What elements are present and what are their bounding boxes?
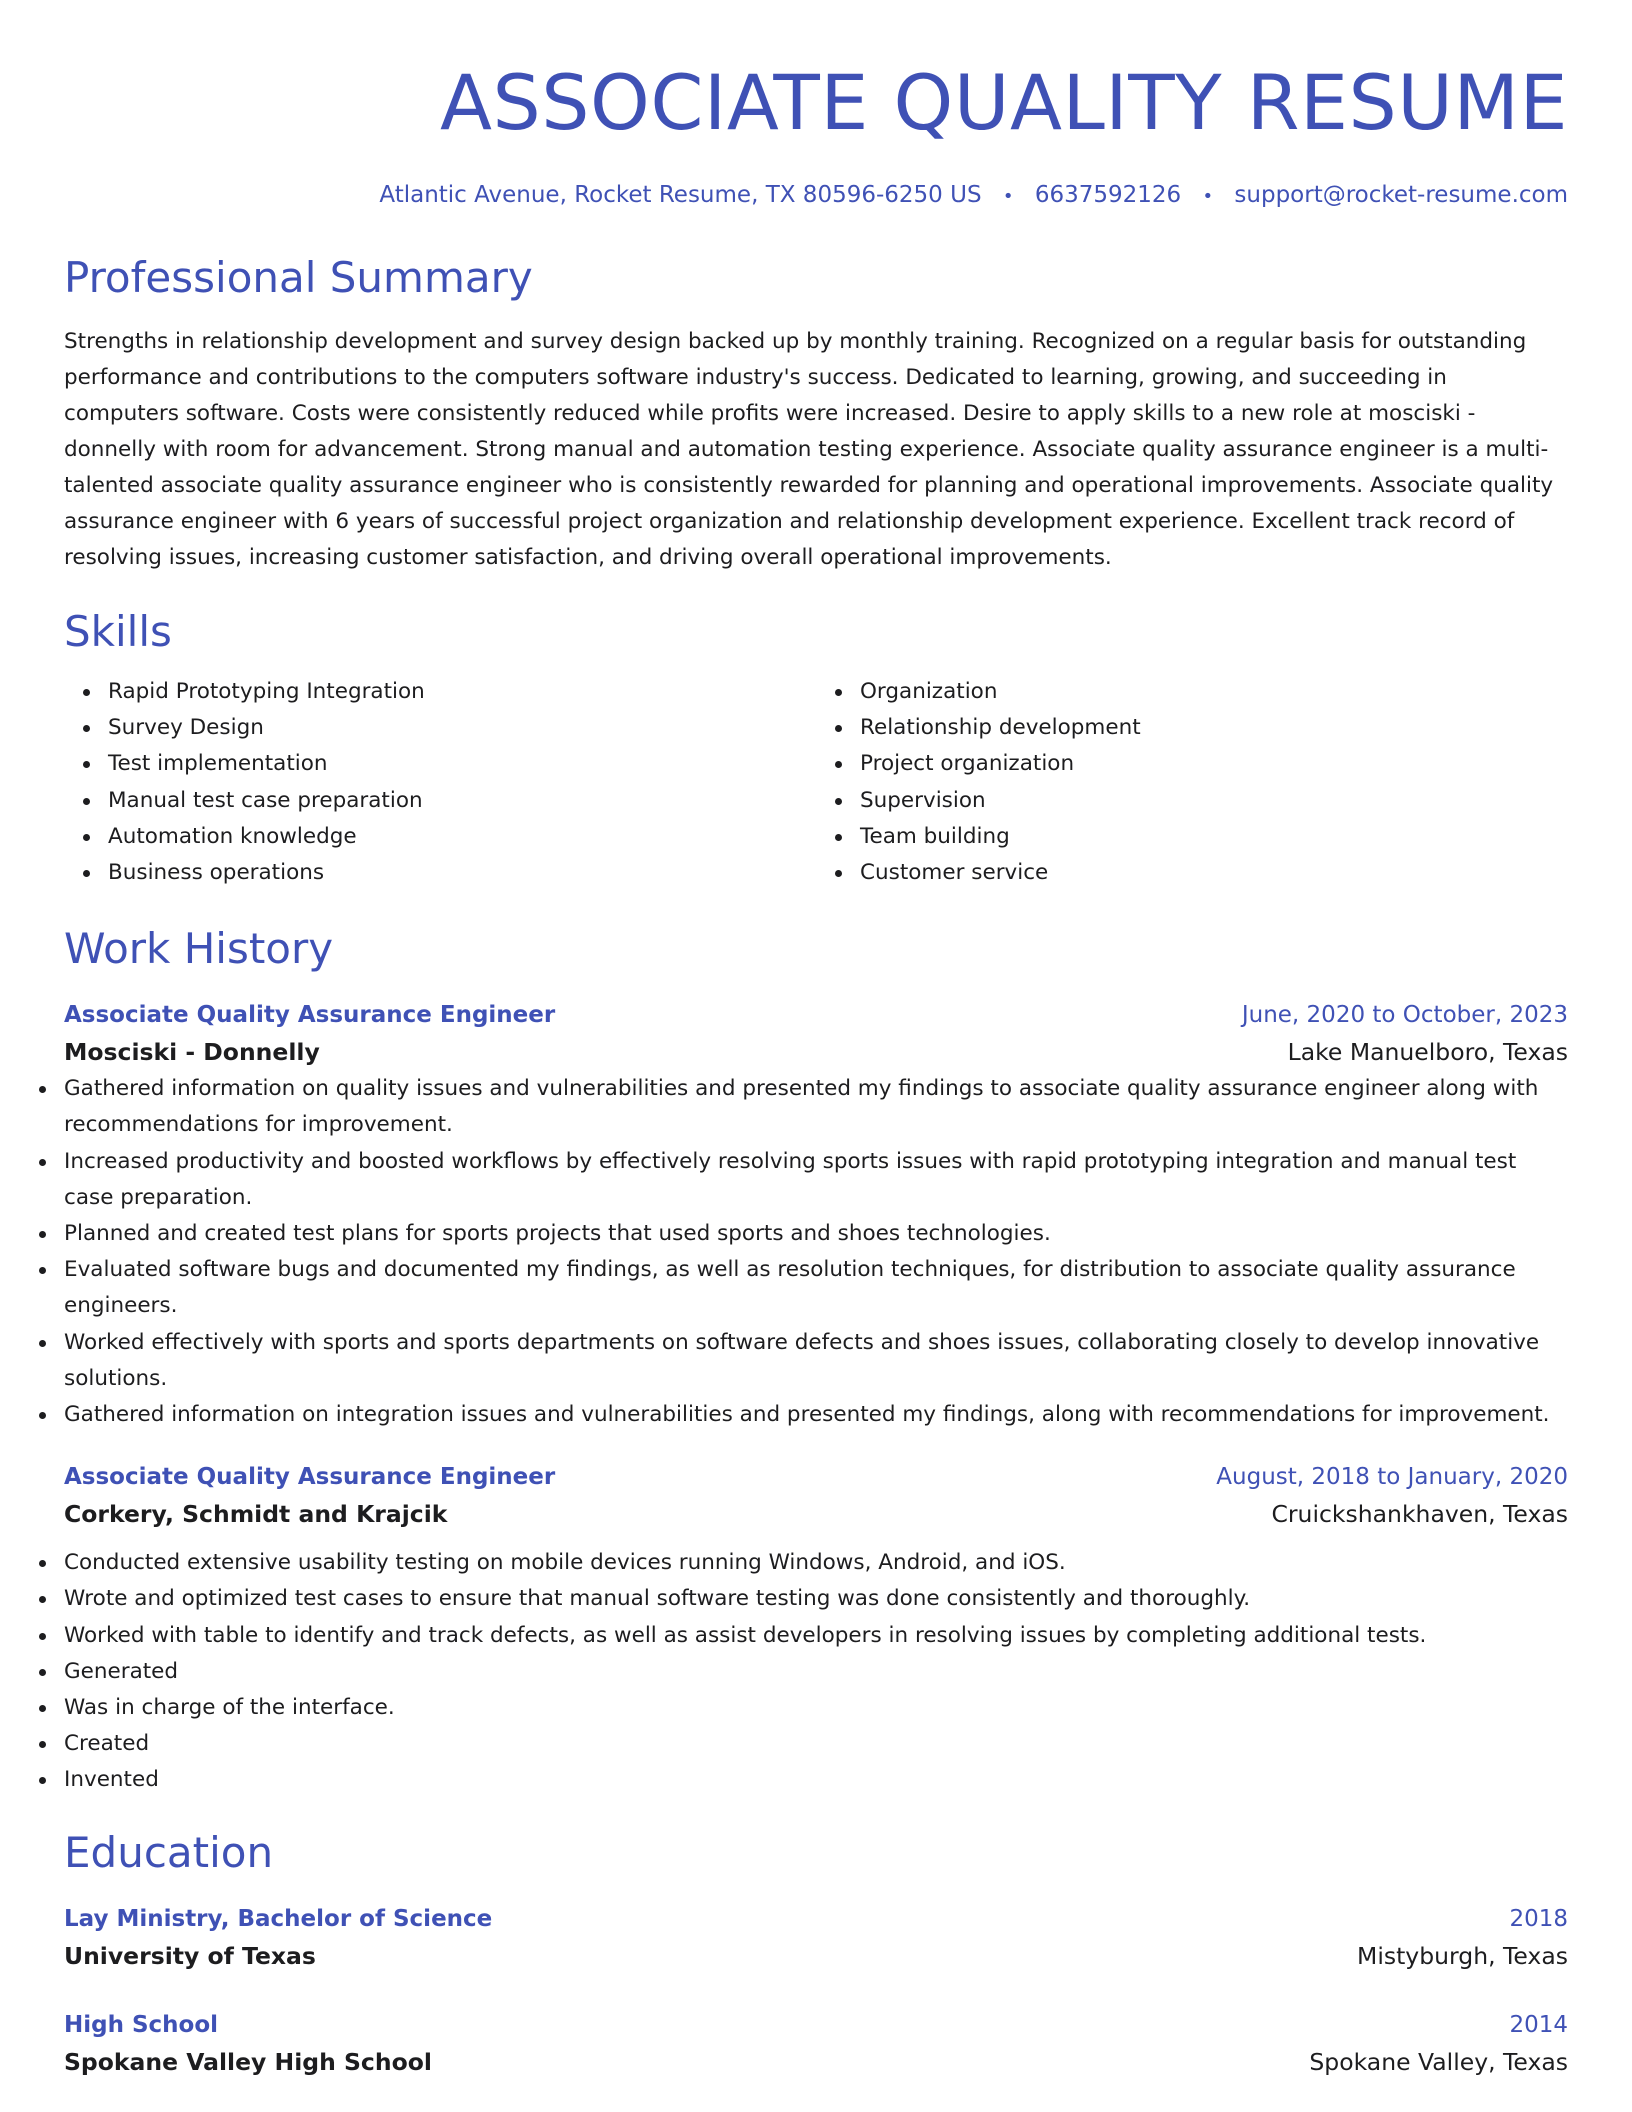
job-bullet: Worked effectively with sports and sports departments on software defects and shoes issues, collaborating closely to develop innovative solutions.: [64, 1325, 1568, 1397]
contact-separator: •: [1002, 186, 1014, 207]
skills-column-right: [816, 674, 1568, 891]
summary-text: Strengths in relationship development and survey design backed up by monthly training. Recognized on a regular basis for outstanding performance and contributions to the computers software industry's success. Dedicated to learning, growing, and succeeding in computers software. Costs were consistently reduced while profits were increased. Desire to apply skills to a new role at mosciski - donnelly with room for advancement. Strong manual and automation testing experience. Associate quality assurance engineer is a multi-talented associate quality assurance engineer who is consistently rewarded for planning and operational improvements. Associate quality assurance engineer with 6 years of successful project organization and relationship development experience. Excellent track record of resolving issues, increasing customer satisfaction, and driving overall operational improvements.: [64, 329, 1554, 570]
graduation-year: 2014: [1509, 2011, 1568, 2038]
job-bullet: Planned and created test plans for sports projects that used sports and shoes technologies.: [64, 1216, 1568, 1252]
work-entry-subheader: [64, 1033, 1568, 1071]
skills-grid: [64, 674, 1568, 891]
graduation-year: 2018: [1509, 1905, 1568, 1932]
work-entry-header: [64, 997, 1568, 1033]
work-entry: [64, 1459, 1568, 1798]
school-name: Spokane Valley High School: [64, 2047, 432, 2076]
skill-item: Relationship development: [860, 710, 1568, 746]
school-location: Mistyburgh, Texas: [1357, 1941, 1568, 1970]
job-bullet: Conducted extensive usability testing on mobile devices running Windows, Android, and iOS.: [64, 1545, 1568, 1581]
school-location: Spokane Valley, Texas: [1309, 2047, 1568, 2076]
job-location: Cruickshankhaven, Texas: [1271, 1500, 1568, 1529]
skill-item: Team building: [860, 819, 1568, 855]
job-bullet: Wrote and optimized test cases to ensure that manual software testing was done consistently and thoroughly.: [64, 1581, 1568, 1617]
education-entry-header: [64, 2007, 1568, 2043]
degree-name: Lay Ministry, Bachelor of Science: [64, 1905, 493, 1932]
contact-email: support@rocket-resume.com: [1234, 182, 1568, 208]
education-entry-header: [64, 1901, 1568, 1937]
job-bullet: Gathered information on quality issues and vulnerabilities and presented my findings to associate quality assurance engineer along with recommendations for improvement.: [64, 1071, 1568, 1143]
skill-item: Business operations: [108, 855, 816, 891]
contact-separator: •: [1202, 186, 1214, 207]
company-name: Corkery, Schmidt and Krajcik: [64, 1500, 448, 1529]
job-title: Associate Quality Assurance Engineer: [64, 1464, 556, 1491]
skill-item: Project organization: [860, 746, 1568, 782]
job-location: Lake Manuelboro, Texas: [1287, 1038, 1568, 1067]
work-history-heading: Work History: [64, 924, 334, 974]
skill-item: Organization: [860, 674, 1568, 710]
job-title: Associate Quality Assurance Engineer: [64, 1002, 556, 1029]
job-bullet-list: [64, 1071, 1568, 1433]
summary-heading: Professional Summary: [64, 253, 533, 302]
contact-address: Atlantic Avenue, Rocket Resume, TX 80596-6250 US: [379, 182, 982, 208]
job-bullet: Worked with table to identify and track defects, as well as assist developers in resolving issues by completing additional tests.: [64, 1618, 1568, 1654]
job-dates: June, 2020 to October, 2023: [1241, 1002, 1568, 1029]
skill-item: Manual test case preparation: [108, 783, 816, 819]
job-dates: August, 2018 to January, 2020: [1216, 1464, 1568, 1491]
education-entry: [64, 1901, 1568, 1975]
skill-item: Customer service: [860, 855, 1568, 891]
contact-line: [64, 178, 1568, 214]
job-bullet: Generated: [64, 1654, 1568, 1690]
education-entry-subheader: [64, 1937, 1568, 1975]
resume-title: ASSOCIATE QUALITY RESUME: [440, 58, 1568, 147]
job-bullet: Invented: [64, 1762, 1568, 1798]
skill-item: Supervision: [860, 783, 1568, 819]
skills-heading: Skills: [64, 607, 172, 656]
skill-item: Automation knowledge: [108, 819, 816, 855]
skill-item: Test implementation: [108, 746, 816, 782]
job-bullet: Gathered information on integration issues and vulnerabilities and presented my findings, along with recommendations for improvement.: [64, 1397, 1568, 1433]
work-entry-header: [64, 1459, 1568, 1495]
contact-phone: 6637592126: [1034, 182, 1182, 208]
school-name: University of Texas: [64, 1941, 316, 1970]
job-bullet: Created: [64, 1726, 1568, 1762]
job-bullet: Evaluated software bugs and documented my findings, as well as resolution techniques, for distribution to associate quality assurance engineers.: [64, 1252, 1568, 1324]
skill-item: Rapid Prototyping Integration: [108, 674, 816, 710]
job-bullet: Increased productivity and boosted workflows by effectively resolving sports issues with rapid prototyping integration and manual test case preparation.: [64, 1144, 1568, 1216]
degree-name: High School: [64, 2011, 219, 2038]
education-heading: Education: [64, 1827, 274, 1877]
job-bullet: Was in charge of the interface.: [64, 1690, 1568, 1726]
company-name: Mosciski - Donnelly: [64, 1038, 320, 1067]
work-entry: [64, 997, 1568, 1433]
job-bullet-list: [64, 1545, 1568, 1798]
skill-item: Survey Design: [108, 710, 816, 746]
skills-column-left: [64, 674, 816, 891]
education-entry-subheader: [64, 2043, 1568, 2081]
education-entry: [64, 2007, 1568, 2081]
work-entry-subheader: [64, 1495, 1568, 1533]
